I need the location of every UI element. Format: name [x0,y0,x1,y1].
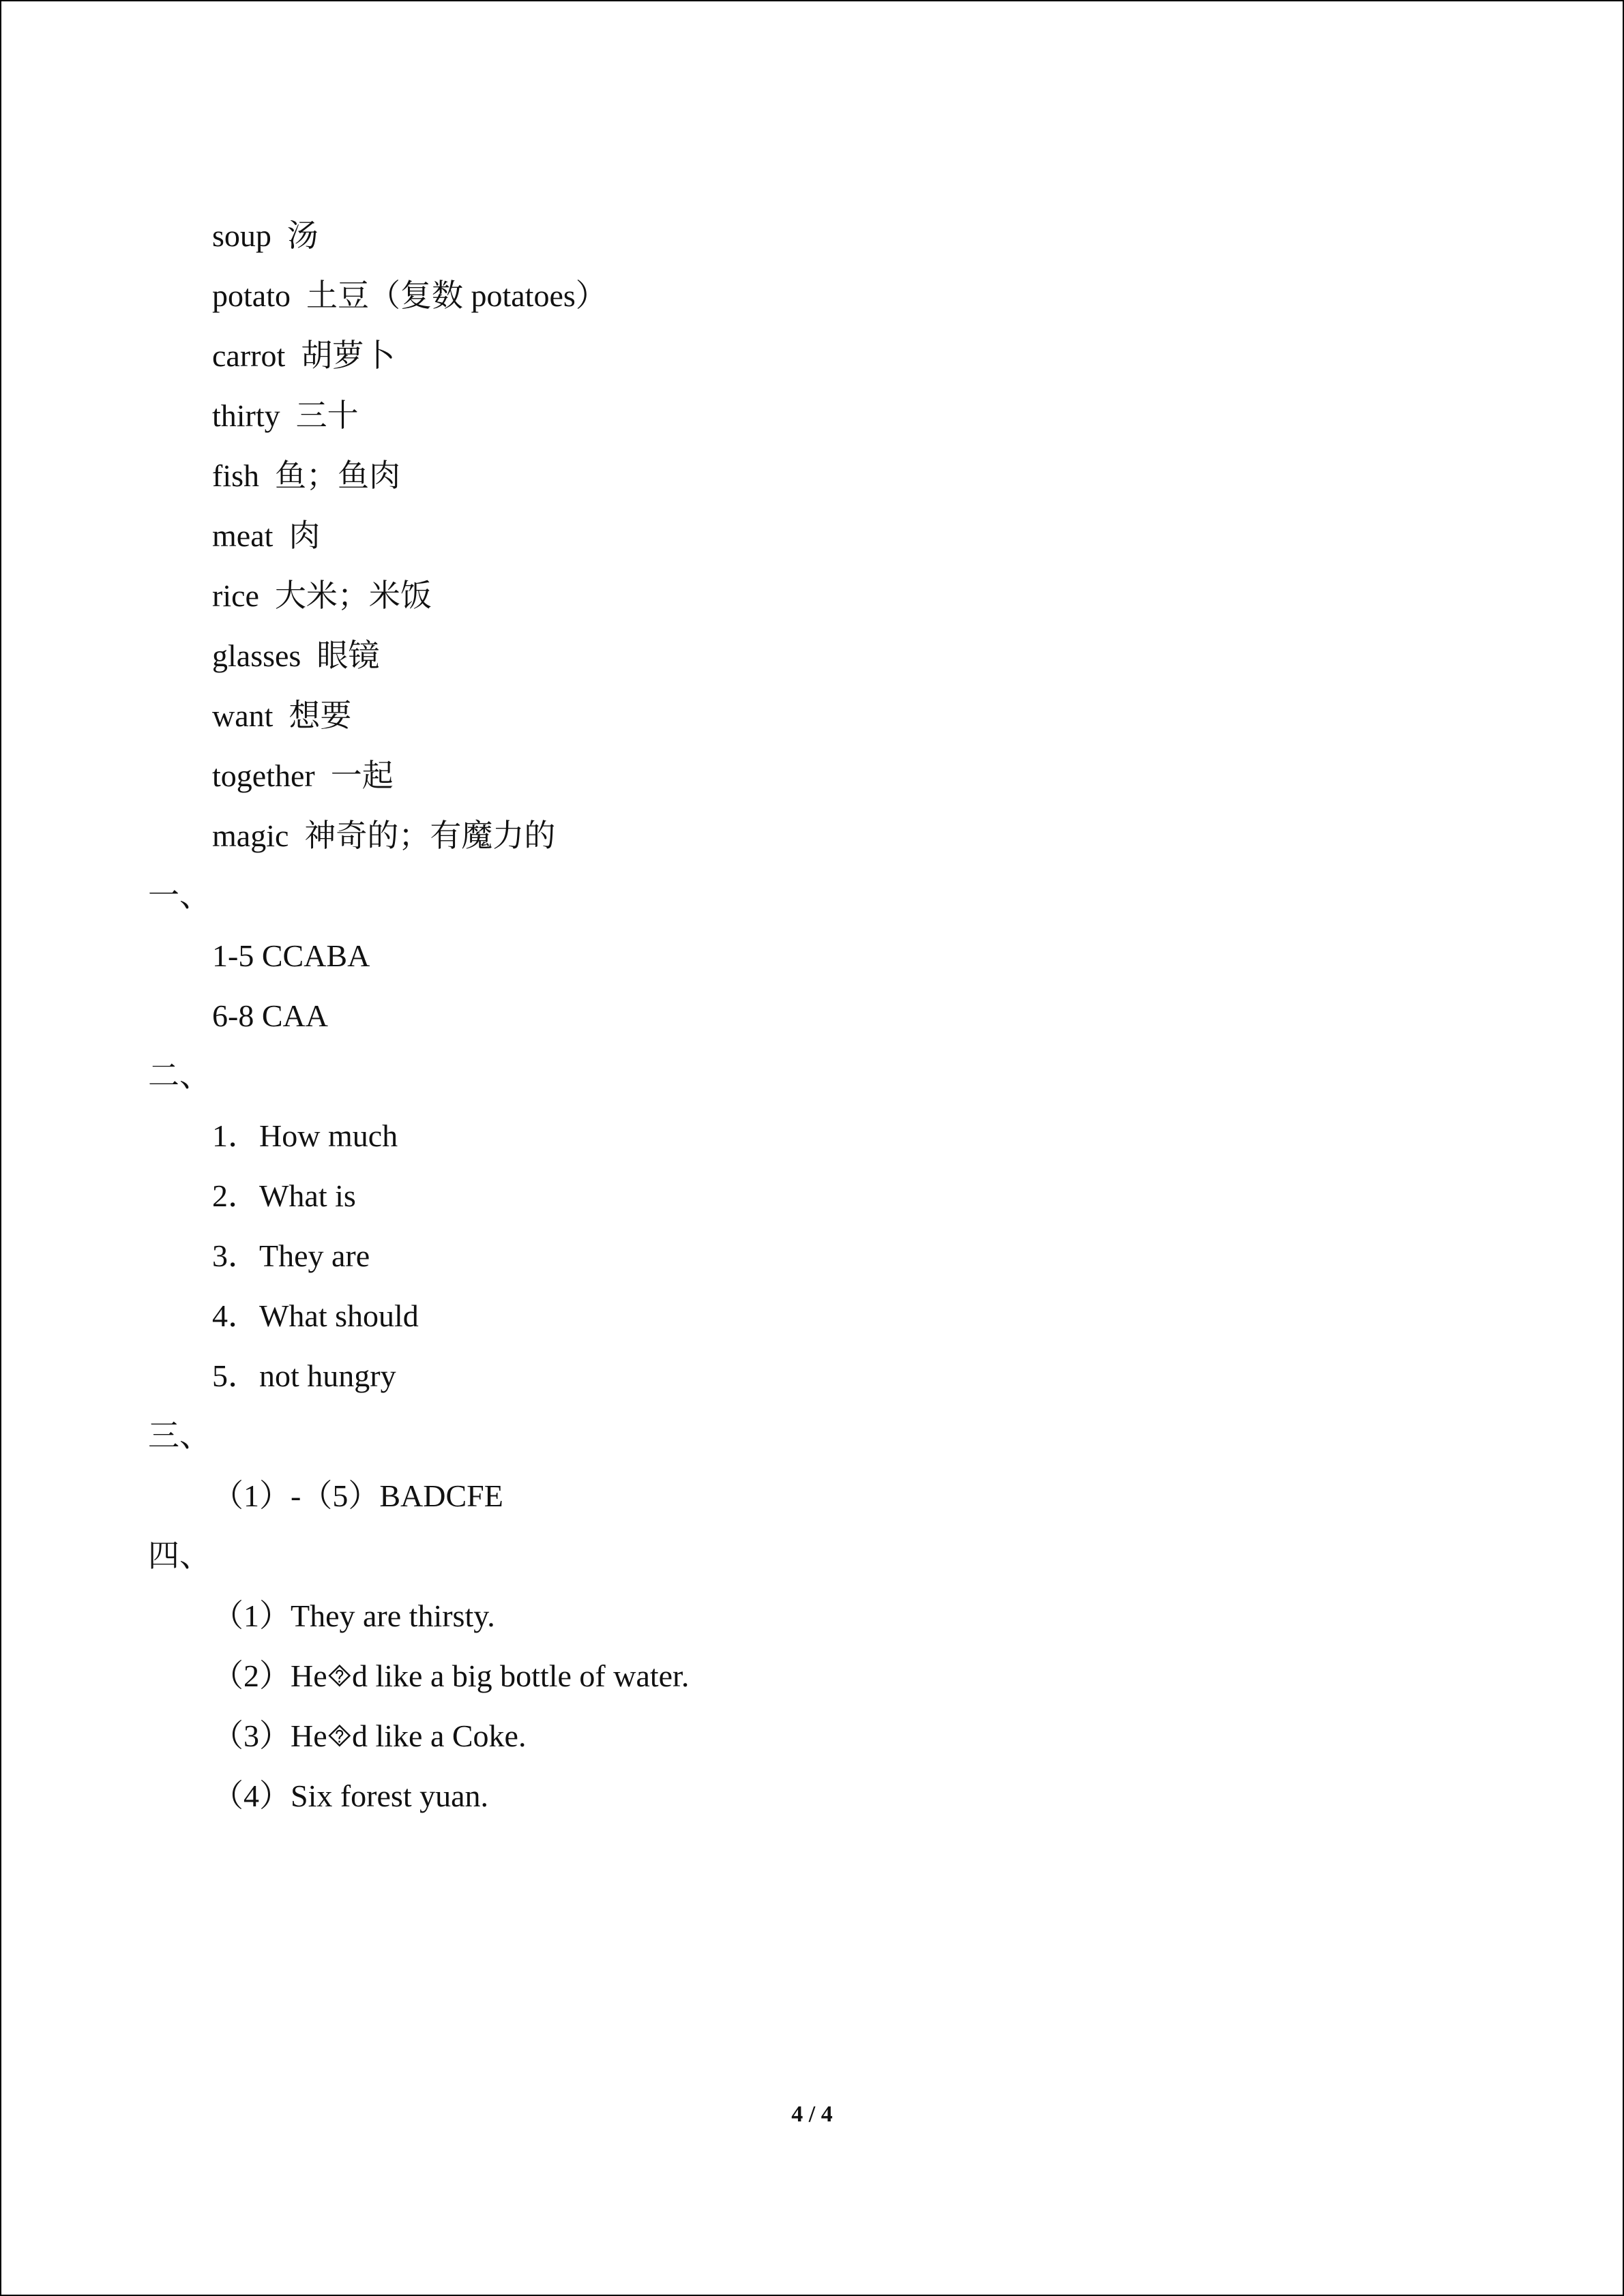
section-heading: 四、 [148,1538,211,1573]
section-heading: 三、 [148,1418,211,1453]
answer-item: 4．What should [212,1298,419,1333]
vocab-item: together 一起 [212,758,394,793]
section-heading: 二、 [148,1058,211,1093]
vocab-item: soup 汤 [212,218,319,253]
answer-item: （1）-（5）BADCFE [212,1478,503,1513]
answer-item: （2）He⯑d like a big bottle of water. [212,1658,690,1693]
vocab-item: rice 大米；米饭 [212,578,432,613]
answer-item: 3．They are [212,1238,370,1273]
vocab-item: want 想要 [212,698,352,733]
answer-item: 1．How much [212,1118,398,1153]
vocab-item: glasses 眼镜 [212,638,380,673]
vocab-item: thirty 三十 [212,398,359,433]
vocab-item: meat 肉 [212,518,321,553]
answer-item: （3）He⯑d like a Coke. [212,1718,527,1753]
answer-item: 6-8 CAA [212,998,328,1033]
section-heading: 一、 [148,878,211,913]
answer-item: 5．not hungry [212,1358,396,1393]
answer-item: （4）Six forest yuan. [212,1778,489,1813]
vocab-item: magic 神奇的；有魔力的 [212,818,556,853]
vocab-item: carrot 胡萝卜 [212,338,396,373]
vocab-item: fish 鱼；鱼肉 [212,458,400,493]
answer-item: （1）They are thirsty. [212,1598,495,1633]
answer-item: 1-5 CCABA [212,938,370,973]
page-number: 4 / 4 [791,2102,833,2127]
vocab-item: potato 土豆（复数 potatoes） [212,278,607,313]
answer-item: 2．What is [212,1178,356,1213]
